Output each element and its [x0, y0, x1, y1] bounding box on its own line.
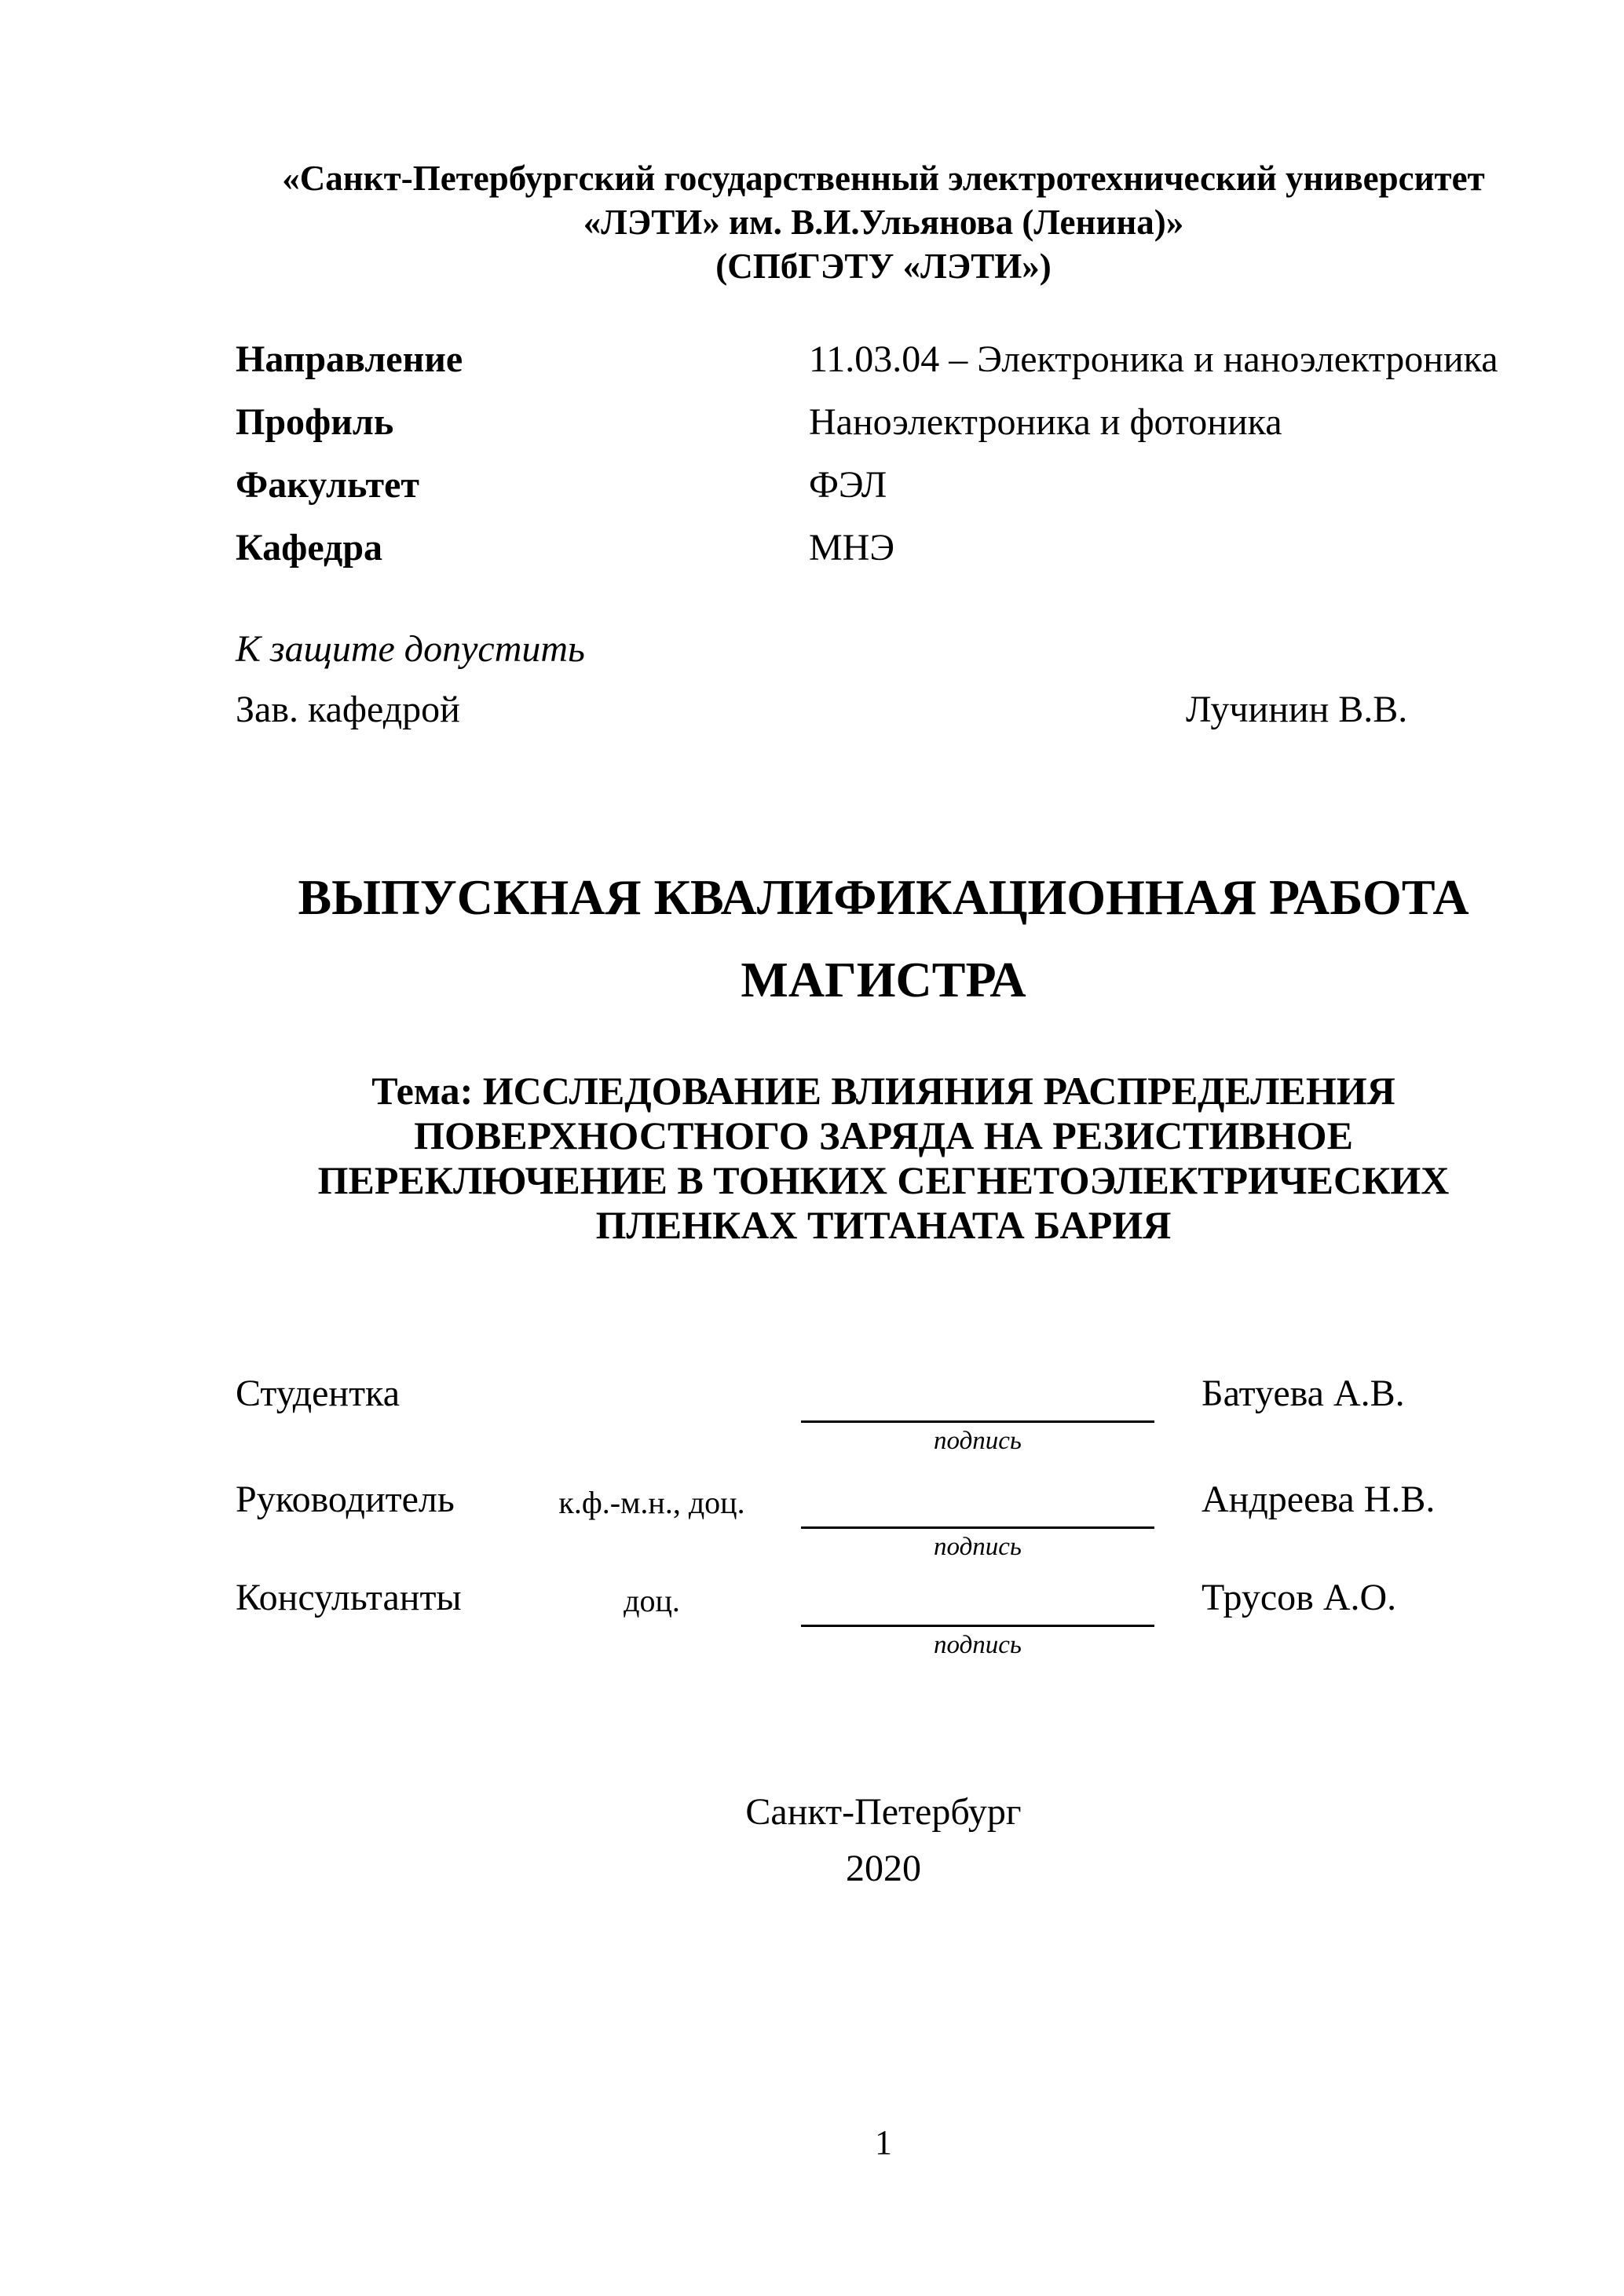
field-value-profile: Наноэлектроника и фотоника — [809, 401, 1282, 443]
signature-row-student — [236, 1375, 1531, 1481]
signature-degree-supervisor: к.ф.-м.н., доц. — [558, 1485, 745, 1520]
university-abbreviation: (СПбГЭТУ «ЛЭТИ») — [715, 247, 1052, 286]
signature-name-student: Батуева А.В. — [1202, 1373, 1405, 1414]
university-name-line2: «ЛЭТИ» им. В.И.Ульянова (Ленина)» — [583, 203, 1184, 242]
theme-line2: ПОВЕРХНОСТНОГО ЗАРЯДА НА РЕЗИСТИВНОЕ — [414, 1113, 1353, 1157]
signature-name-consultant: Трусов А.О. — [1202, 1577, 1397, 1618]
signature-caption-student: подпись — [934, 1427, 1022, 1455]
field-row-direction — [236, 338, 1531, 380]
signature-row-supervisor — [236, 1481, 1531, 1579]
theme-block — [236, 1069, 1531, 1248]
signature-line-consultant — [801, 1625, 1154, 1627]
page-content — [236, 0, 1531, 2162]
admission-role: Зав. кафедрой — [236, 689, 460, 730]
signature-role-consultant: Консультанты — [236, 1577, 462, 1618]
page-number: 1 — [875, 2123, 892, 2162]
field-label-faculty: Факультет — [236, 464, 419, 506]
signature-role-supervisor: Руководитель — [236, 1479, 455, 1520]
field-value-faculty: ФЭЛ — [809, 464, 887, 506]
signature-line-student — [801, 1420, 1154, 1423]
field-value-direction: 11.03.04 – Электроника и наноэлектроника — [809, 338, 1498, 380]
field-row-department — [236, 529, 1531, 567]
field-label-direction: Направление — [236, 338, 463, 380]
work-title-line1: ВЫПУСКНАЯ КВАЛИФИКАЦИОННАЯ РАБОТА — [298, 869, 1469, 925]
field-row-profile — [236, 401, 1531, 443]
footer-year: 2020 — [846, 1848, 921, 1889]
signature-caption-consultant: подпись — [934, 1631, 1022, 1659]
signature-degree-consultant: доц. — [624, 1583, 680, 1618]
university-name-line1: «Санкт-Петербургский государственный электротехнический университет — [282, 159, 1485, 198]
field-label-department: Кафедра — [236, 527, 383, 569]
footer-city: Санкт-Петербург — [745, 1791, 1022, 1833]
field-row-faculty — [236, 466, 1531, 504]
signature-row-consultant — [236, 1579, 1531, 1677]
work-title-line2: МАГИСТРА — [741, 952, 1026, 1007]
field-label-profile: Профиль — [236, 401, 394, 443]
admission-head-name: Лучинин В.В. — [1186, 689, 1408, 730]
theme-line1: Тема: ИССЛЕДОВАНИЕ ВЛИЯНИЯ РАСПРЕДЕЛЕНИЯ — [371, 1069, 1395, 1113]
signature-line-supervisor — [801, 1526, 1154, 1529]
admission-phrase: К защите допустить — [236, 628, 585, 670]
signature-name-supervisor: Андреева Н.В. — [1202, 1479, 1436, 1520]
admission-row — [236, 691, 1531, 729]
work-title — [236, 856, 1531, 1021]
theme-line4: ПЛЕНКАХ ТИТАНАТА БАРИЯ — [595, 1203, 1172, 1247]
university-header — [236, 156, 1531, 288]
signature-block — [236, 1375, 1531, 1677]
signature-caption-supervisor: подпись — [934, 1533, 1022, 1561]
footer — [236, 1793, 1531, 1888]
field-value-department: МНЭ — [809, 527, 895, 569]
signature-role-student: Студентка — [236, 1373, 400, 1414]
theme-line3: ПЕРЕКЛЮЧЕНИЕ В ТОНКИХ СЕГНЕТОЭЛЕКТРИЧЕСКИХ — [317, 1158, 1450, 1202]
program-fields — [236, 338, 1531, 569]
